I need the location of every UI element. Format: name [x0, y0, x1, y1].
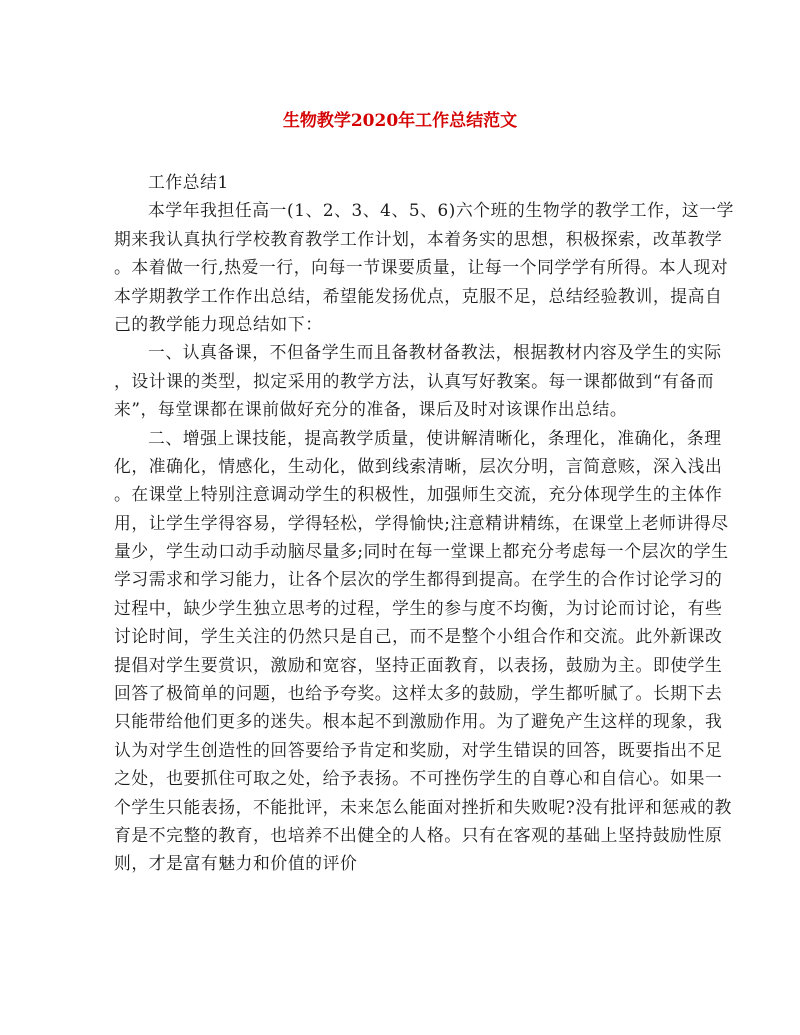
- text-line: 本学年我担任高一(1、2、3、4、5、6)六个班的生物学的教学工作，这一学: [148, 200, 735, 221]
- text-line: 。在课堂上特别注意调动学生的积极性，加强师生交流，充分体现学生的主体作: [114, 484, 723, 505]
- text-line: 用，让学生学得容易，学得轻松，学得愉快;注意精讲精练，在课堂上老师讲得尽: [114, 512, 729, 533]
- text-line: 己的教学能力现总结如下：: [114, 313, 323, 334]
- text-line: 过程中，缺少学生独立思考的过程，学生的参与度不均衡，为讨论而讨论，有些: [114, 597, 723, 618]
- text-line: 量少，学生动口动手动脑尽量多;同时在每一堂课上都充分考虑每一个层次的学生: [114, 541, 729, 562]
- text-line: 一、认真备课，不但备学生而且备教材备教法，根据教材内容及学生的实际: [148, 342, 722, 363]
- document-title: 生物教学2020年工作总结范文: [282, 111, 518, 131]
- text-line: ，设计课的类型，拟定采用的教学方法，认真写好教案。每一课都做到“有备而: [114, 370, 715, 391]
- text-line: 学习需求和学习能力，让各个层次的学生都得到提高。在学生的合作讨论学习的: [114, 569, 723, 590]
- document-body: [114, 168, 735, 878]
- text-line: 回答了极简单的问题，也给予夸奖。这样太多的鼓励，学生都听腻了。长期下去: [114, 683, 723, 704]
- text-line: 化，准确化，情感化，生动化，做到线索清晰，层次分明，言简意赅，深入浅出: [114, 455, 723, 476]
- text-line: 二、增强上课技能，提高教学质量，使讲解清晰化，条理化，准确化，条理: [148, 427, 722, 448]
- text-line: 只能带给他们更多的迷失。根本起不到激励作用。为了避免产生这样的现象，我: [114, 711, 723, 732]
- text-line: 讨论时间，学生关注的仍然只是自己，而不是整个小组合作和交流。此外新课改: [114, 626, 723, 647]
- text-line: 个学生只能表扬，不能批评，未来怎么能面对挫折和失败呢?没有批评和惩戒的教: [114, 796, 732, 817]
- text-line: 育是不完整的教育，也培养不出健全的人格。只有在客观的基础上坚持鼓励性原: [114, 824, 723, 845]
- text-line: 本学期教学工作作出总结，希望能发扬优点，克服不足，总结经验教训，提高自: [114, 285, 723, 306]
- text-line: 期来我认真执行学校教育教学工作计划，本着务实的思想，积极探索，改革教学: [114, 228, 723, 249]
- text-line: 提倡对学生要赏识，激励和宽容，坚持正面教育，以表扬，鼓励为主。即使学生: [114, 654, 723, 675]
- text-line: 则，才是富有魅力和价值的评价: [114, 853, 358, 874]
- text-line: 之处，也要抓住可取之处，给予表扬。不可挫伤学生的自尊心和自信心。如果一: [114, 768, 723, 789]
- text-line: 。本着做一行,热爱一行，向每一节课要质量，让每一个同学学有所得。本人现对: [114, 257, 729, 278]
- text-line: 工作总结1: [148, 172, 229, 192]
- text-line: 认为对学生创造性的回答要给予肯定和奖励，对学生错误的回答，既要指出不足: [114, 739, 723, 760]
- text-line: 来”，每堂课都在课前做好充分的准备，课后及时对该课作出总结。: [114, 399, 628, 420]
